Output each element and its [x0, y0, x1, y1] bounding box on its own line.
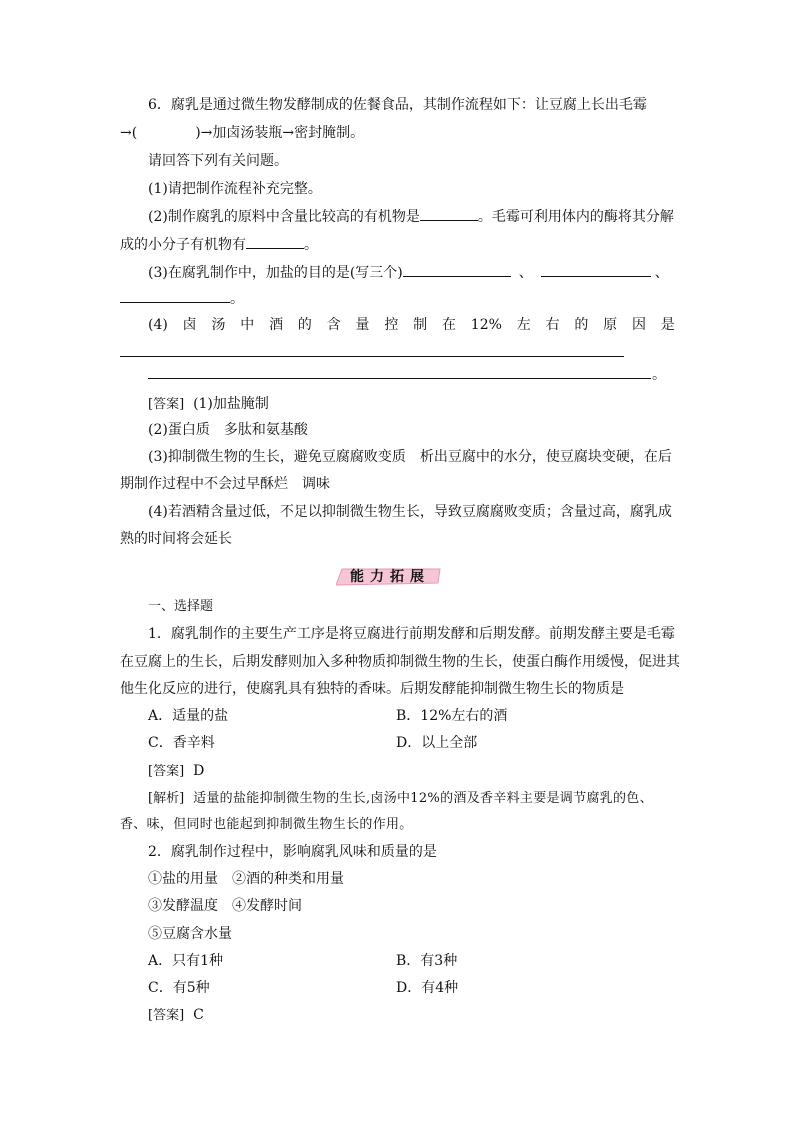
q6-sub4-char: 是: [660, 317, 675, 333]
answer-line: [120, 356, 624, 357]
mc2-items-line1: ①盐的用量 ②酒的种类和用量: [148, 871, 344, 887]
mc1-option-c: C．香辛料: [148, 735, 215, 751]
mc2-answer: [148, 1006, 204, 1025]
mc2-option-c: C．有5种: [148, 980, 210, 996]
q6-answer-4-line2: 熟的时间将会延长: [120, 531, 232, 547]
q6-sub3-line1: [148, 264, 669, 282]
q6-sub4-char: 量: [355, 317, 370, 333]
part-heading: 一、选择题: [148, 599, 214, 614]
mc1-analysis-line2: 香、味，但同时也能起到抑制微生物生长的作用。: [120, 817, 413, 832]
mc1-answer: [148, 762, 204, 781]
blank-organic-matter: [420, 208, 478, 221]
answer-tag: [答案]: [148, 397, 185, 412]
mc1-analysis-text: 适量的盐能抑制微生物的生长,卤汤中12%的酒及香辛料主要是调节腐乳的色、: [193, 791, 653, 806]
q6-sub4-char: 制: [413, 317, 428, 333]
q6-sub4-char: 12%: [470, 317, 502, 333]
mc2-items-line3: ⑤豆腐含水量: [148, 926, 232, 942]
mc2-option-a: A．只有1种: [148, 953, 224, 969]
q6-sub2-text-c: 成的小分子有机物有: [120, 237, 246, 253]
q6-stem-arrow: →(: [120, 125, 138, 141]
q6-sub1: (1)请把制作流程补充完整。: [148, 181, 322, 197]
q6-answer-1-text: (1)加盐腌制: [193, 396, 269, 412]
q6-answer-2: (2)蛋白质 多肽和氨基酸: [148, 422, 308, 438]
q6-sub2-line2: [120, 236, 318, 254]
mc1-stem-line1: 1．腐乳制作的主要生产工序是将豆腐进行前期发酵和后期发酵。前期发酵主要是毛霉: [148, 626, 675, 642]
q6-sub4-char: 因: [631, 317, 646, 333]
mc1-answer-value: D: [193, 763, 205, 779]
q6-stem-rest: )→加卤汤装瓶→密封腌制。: [195, 125, 365, 141]
q6-answer-1: [148, 395, 269, 414]
mc1-option-d: D．以上全部: [396, 735, 478, 751]
q6-sub4-char: 的: [297, 317, 312, 333]
q6-stem-line2: [120, 124, 364, 142]
q6-sub4-char: 右: [545, 317, 560, 333]
blank-salt-purpose-1: [403, 264, 511, 277]
mc1-stem-line3: 他生化反应的进行，使腐乳具有独特的香味。后期发酵能抑制微生物生长的物质是: [120, 681, 624, 697]
q6-sub3-line2: [120, 290, 244, 308]
q6-prompt: 请回答下列有关问题。: [148, 153, 288, 169]
q6-stem-line1: 6．腐乳是通过微生物发酵制成的佐餐食品，其制作流程如下：让豆腐上长出毛霉: [148, 97, 647, 113]
mc1-stem-line2: 在豆腐上的生长，后期发酵则加入多种物质抑制微生物的生长，使蛋白酶作用缓慢，促进其: [120, 654, 680, 670]
answer-line: [148, 378, 651, 379]
q6-sub3-text: (3)在腐乳制作中，加盐的目的是(写三个): [148, 265, 403, 281]
blank-salt-purpose-2: [541, 264, 651, 277]
separator: 、: [518, 265, 533, 281]
q6-sub2-text-d: 。: [304, 237, 318, 253]
mc2-option-b: B．有3种: [396, 953, 458, 969]
mc2-stem: 2．腐乳制作过程中，影响腐乳风味和质量的是: [148, 844, 437, 860]
q6-answer-3-line2: 期制作过程中不会过早酥烂 调味: [120, 476, 330, 492]
q6-sub4-char: 左: [516, 317, 531, 333]
blank-salt-purpose-3: [120, 290, 230, 303]
section-banner: [336, 565, 444, 587]
q6-sub4-char: 含: [326, 317, 341, 333]
q6-sub4-char: 汤: [211, 317, 226, 333]
blank-small-molecules: [246, 236, 304, 249]
q6-sub4-char: (4): [148, 317, 168, 333]
period: 。: [230, 291, 244, 307]
answer-tag: [答案]: [148, 1008, 185, 1023]
q6-sub4-question: [148, 316, 675, 334]
q6-sub4-char: 控: [384, 317, 399, 333]
section-title: 能力拓展: [350, 569, 430, 585]
period: 。: [652, 367, 666, 383]
q6-sub4-char: 中: [240, 317, 255, 333]
q6-sub4-char: 的: [574, 317, 589, 333]
q6-sub4-char: 酒: [269, 317, 284, 333]
q6-sub2-text-b: 。毛霉可利用体内的酶将其分解: [477, 209, 674, 225]
mc2-option-d: D．有4种: [396, 980, 459, 996]
q6-sub4-char: 原: [603, 317, 618, 333]
mc1-analysis-line1: [148, 789, 653, 808]
analysis-tag: [解析]: [148, 791, 185, 806]
q6-sub4-char: 在: [441, 317, 456, 333]
q6-sub4-char: 卤: [182, 317, 197, 333]
mc1-option-b: B．12%左右的酒: [396, 708, 508, 724]
q6-answer-3-line1: (3)抑制微生物的生长，避免豆腐腐败变质 析出豆腐中的水分，使豆腐块变硬，在后: [148, 449, 672, 465]
mc1-option-a: A．适量的盐: [148, 708, 229, 724]
mc2-answer-value: C: [193, 1007, 204, 1023]
answer-tag: [答案]: [148, 764, 185, 779]
q6-sub2-text-a: (2)制作腐乳的原料中含量比较高的有机物是: [148, 209, 420, 225]
q6-answer-4-line1: (4)若酒精含量过低，不足以抑制微生物生长，导致豆腐腐败变质；含量过高，腐乳成: [148, 504, 672, 520]
mc2-items-line2: ③发酵温度 ④发酵时间: [148, 898, 302, 914]
q6-sub2-line1: [148, 208, 674, 226]
separator: 、: [654, 265, 669, 281]
